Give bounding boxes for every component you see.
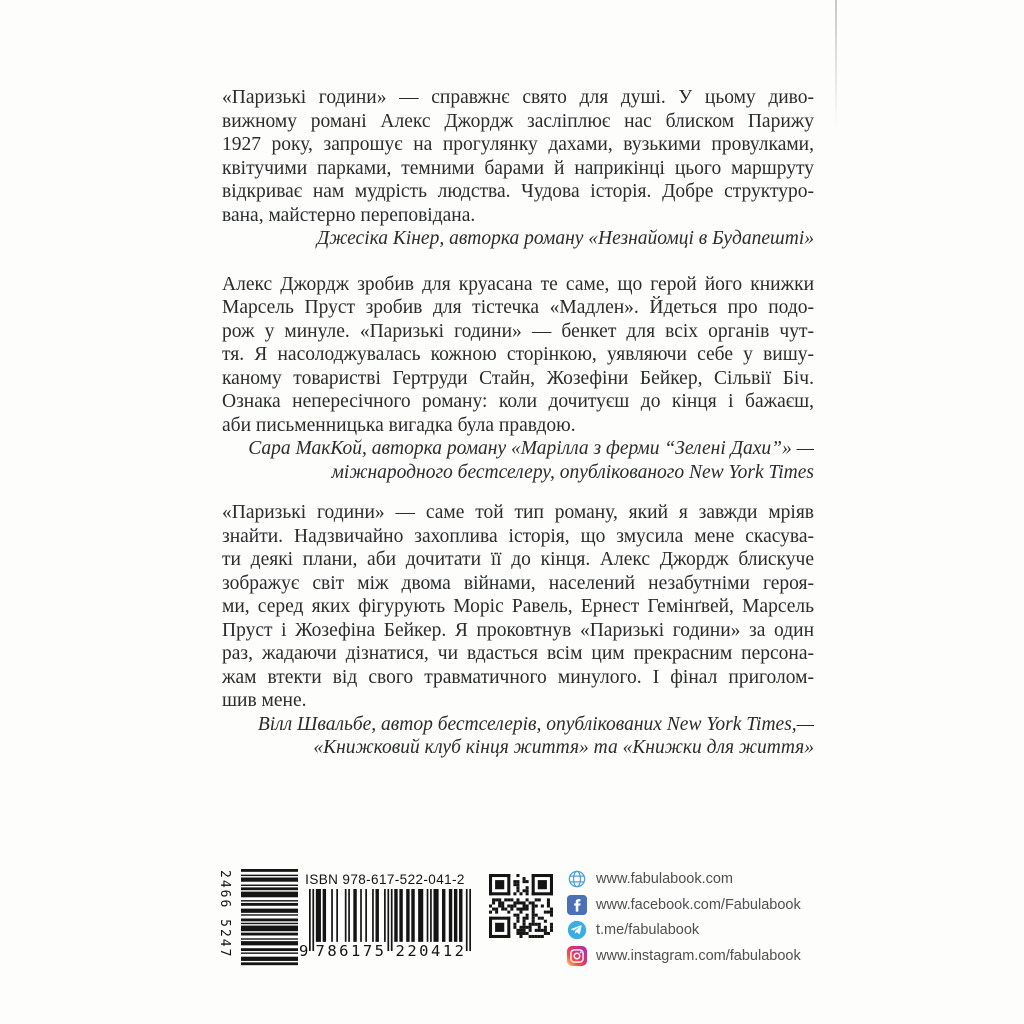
review-attribution: Сара МакКой, авторка роману «Марілла з ферми “Зелені Дахи”» — (248, 438, 814, 459)
website-url: www.fabulabook.com (596, 871, 734, 887)
review-quote-3 (222, 501, 814, 760)
instagram-url: www.instagram.com/fabulabook (596, 947, 801, 964)
review-body-line: тя. Я насолоджувалась кожною сторінкою, уявляючи себе у вишу- (222, 344, 814, 365)
telegram-icon (567, 920, 587, 940)
review-attribution: Вілл Швальбе, автор бестселерів, опублікованих New York Times,— (257, 713, 814, 735)
review-attribution: Джесіка Кінер, авторка роману «Незнайомці в Будапешті» (316, 228, 814, 249)
review-body-line: квітучими парками, темними барами й наприкінці цього маршруту (222, 157, 814, 179)
review-body-line: Марсель Пруст зробив для тістечка «Мадлен». Йдеться про подо- (222, 297, 814, 318)
qr-code (489, 874, 553, 938)
ean-digits (299, 942, 471, 960)
social-row-instagram (567, 946, 801, 966)
review-body-line: шив мене. (222, 690, 307, 711)
review-body-line: «Паризькі години» — справжнє свято для душі. У цьому диво- (222, 87, 814, 108)
review-body-line: жам втекти від свого травматичного минулого. І фінал приголом- (222, 666, 814, 688)
side-barcode-number: 2466 5247 (217, 870, 232, 959)
review-body-line: вижному романі Алекс Джордж засліплює нас блиском Парижу (222, 110, 814, 132)
review-body-line: Пруст і Жозефіна Бейкер. Я проковтнув «Паризькі години» за один (222, 619, 814, 641)
review-attribution: міжнародного бестселеру, опублікованого New York Times (331, 461, 814, 483)
review-body-line: «Паризькі години» — саме той тип роману, який я завжди мріяв (222, 502, 814, 523)
review-body-line: вана, майстерно переповідана. (222, 204, 476, 226)
review-body-line: каному товаристві Гертруди Стайн, Жозефіни Бейкер, Сільвії Біч. (222, 367, 814, 389)
ean-digit-group: 220412 (395, 942, 467, 960)
review-body-line: раз, жадаючи дізнатися, чи вдасться всім цим прекрасним персона- (222, 643, 814, 664)
instagram-icon (567, 946, 587, 966)
social-row-website (567, 869, 801, 889)
review-body-line: ти деякі плани, аби дочитати її до кінця. Алекс Джордж блискуче (222, 549, 814, 570)
social-row-facebook (567, 895, 801, 915)
review-body-line: знайти. Надзвичайно захоплива історія, що змусила мене скасува- (222, 525, 814, 547)
review-body-line: аби письменницька вигадка була правдою. (222, 414, 576, 436)
review-attribution: «Книжковий клуб кінця життя» та «Книжки для життя» (313, 737, 814, 758)
isbn-label: ISBN 978-617-522-041-2 (305, 872, 465, 887)
review-body-line: рож у минуле. «Паризькі години» — бенкет для всіх органів чут- (222, 320, 814, 342)
globe-icon (567, 869, 587, 889)
review-body-line: зображує світ між двома війнами, населений незабутніми героя- (222, 572, 814, 594)
facebook-icon (567, 895, 587, 915)
telegram-url: t.me/fabulabook (596, 922, 700, 938)
review-body-line: ми, серед яких фігурують Моріс Равель, Ернест Гемінґвей, Марсель (222, 596, 814, 617)
page-edge-shadow (835, 0, 837, 130)
facebook-url: www.facebook.com/Fabulabook (596, 896, 801, 913)
review-body-line: Алекс Джордж зробив для круасана те саме, що герой його книжки (222, 273, 814, 295)
stacked-barcode (241, 869, 298, 968)
review-quote-1 (222, 86, 814, 251)
social-row-telegram (567, 920, 801, 940)
isbn-barcode (299, 872, 471, 960)
ean-digit-lead: 9 (299, 942, 309, 960)
review-body-line: 1927 року, запрошує на прогулянку дахами, вузькими провулками, (222, 134, 814, 155)
reviews-block (222, 86, 814, 760)
ean-digit-group: 786175 (315, 942, 387, 960)
review-body-line: Ознака непересічного роману: коли дочитуєш до кінця і бажаєш, (222, 391, 814, 412)
social-links (567, 869, 801, 966)
review-quote-2 (222, 273, 814, 485)
review-body-line: відкриває нам мудрість людства. Чудова історія. Добре структуро- (222, 181, 814, 202)
